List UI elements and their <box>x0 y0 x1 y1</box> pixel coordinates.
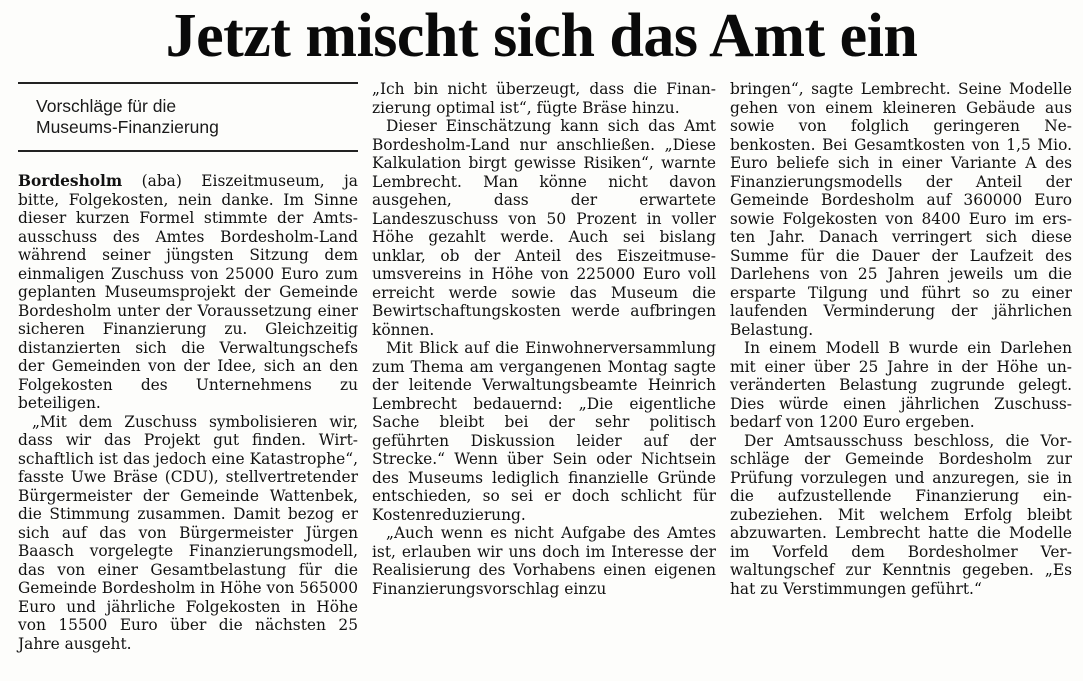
paragraph-8: Der Amtsausschuss beschloss, die Vorschläge der Gemeinde Bordesholm zur Prüfung vorzulegen und anzuregen, sie in die aufzustellende Finanzierung einzubeziehen. Mit welchem Erfolg bleibt abzuwarten. Lembrecht hatte die Modelle im Vorfeld dem Bordesholmer Verwaltungschef zur Kenntnis gegeben. „Es hat zu Verstimmungen geführt.“ <box>730 431 1072 598</box>
column-1 <box>18 172 358 653</box>
paragraph-1 <box>18 172 358 413</box>
teaser-line-2: Museums-Finanzierung <box>36 117 219 137</box>
paragraph-2: „Mit dem Zuschuss symbolisieren wir, dass wir das Projekt gut finden. Wirtschaftlich ist das jedoch eine Katastrophe“, fasste Uwe Bräse (CDU), stellvertretender Bürgermeister der Gemeinde Wattenbek, die Stimmung zusammen. Damit bezog er sich auf das von Bürgermeister Jürgen Baasch vorgelegte Finanzierungsmodell, das von einer Gesamtbelastung für die Gemeinde Bordesholm in Höhe von 565000 Euro und jährliche Folgekosten in Höhe von 15500 Euro über die nächsten 25 Jahre ausgeht. <box>18 412 359 653</box>
column-2 <box>372 80 716 598</box>
teaser-top-rule <box>18 82 358 84</box>
teaser <box>36 96 346 138</box>
paragraph-4: Dieser Einschätzung kann sich das Amt Bordesholm-Land nur anschließen. „Diese Kalkulation birgt gewisse Risiken“, warnte Lembrecht. Man könne nicht davon ausgehen, dass der erwartete Landeszuschuss von 50 Prozent in voller Höhe gezahlt werde. Auch sei bislang unklar, ob der Anteil des Eiszeitmuseumsvereins in Höhe von 225000 Euro voll erreicht werde sowie das Museum die Bewirtschaftungskosten werde aufbringen können. <box>372 117 716 339</box>
dateline: Bordesholm <box>18 172 123 190</box>
paragraph-6: „Auch wenn es nicht Aufgabe des Amtes ist, erlauben wir uns doch im Interesse der Realisierung des Vorhabens einen eigenen Finanzierungsvorschlag einzu <box>372 524 716 598</box>
column-3 <box>730 80 1072 598</box>
paragraph-6-continued: bringen“, sagte Lembrecht. Seine Modelle gehen von einem kleineren Gebäude aus sowie von folglich geringeren Nebenkosten. Bei Gesamtkosten von 1,5 Mio. Euro beliefe sich in einer Variante A des Finanzierungsmodells der Anteil der Gemeinde Bordesholm auf 360000 Euro sowie Folgekosten von 8400 Euro im ersten Jahr. Danach verringert sich diese Summe für die Dauer der Laufzeit des Darlehens von 25 Jahren jeweils um die ersparte Tilgung und führt so zu einer laufenden Verminderung der jährlichen Belastung. <box>730 80 1072 339</box>
paragraph-3: „Ich bin nicht überzeugt, dass die Finanzierung optimal ist“, fügte Bräse hinzu. <box>372 80 716 117</box>
headline: Jetzt mischt sich das Amt ein <box>165 2 918 70</box>
teaser-bottom-rule <box>18 150 358 152</box>
teaser-line-1: Vorschläge für die <box>36 96 177 116</box>
paragraph-7: In einem Modell B wurde ein Darlehen mit einer über 25 Jahre in der Höhe unveränderten Belastung zugrunde gelegt. Dies würde einen jährlichen Zuschussbedarf von 1200 Euro ergeben. <box>730 339 1072 431</box>
paragraph-1-text: (aba) Eiszeitmuseum, ja bitte, Folgekosten, nein danke. Im Sinne dieser kurzen Formel stimmte der Amtsausschuss des Amtes Bordesholm-Land während seiner jüngsten Sitzung dem einmaligen Zuschuss von 25000 Euro zum geplanten Museumsprojekt der Gemeinde Bordesholm unter der Voraussetzung einer sicheren Finanzierung zu. Gleichzeitig distanzierten sich die Verwaltungschefs der Gemeinden von der Idee, sich an den Folgekosten des Unternehmens zu beteiligen. <box>18 172 358 412</box>
paragraph-5: Mit Blick auf die Einwohnerversammlung zum Thema am vergangenen Montag sagte der leitende Verwaltungsbeamte Heinrich Lembrecht bedauernd: „Die eigentliche Sache bleibt bei der sehr politisch geführten Diskussion leider auf der Strecke.“ Wenn über Sein oder Nichtsein des Museums lediglich finanzielle Gründe entschieden, so sei er doch schlicht für Kostenreduzierung. <box>372 339 716 524</box>
